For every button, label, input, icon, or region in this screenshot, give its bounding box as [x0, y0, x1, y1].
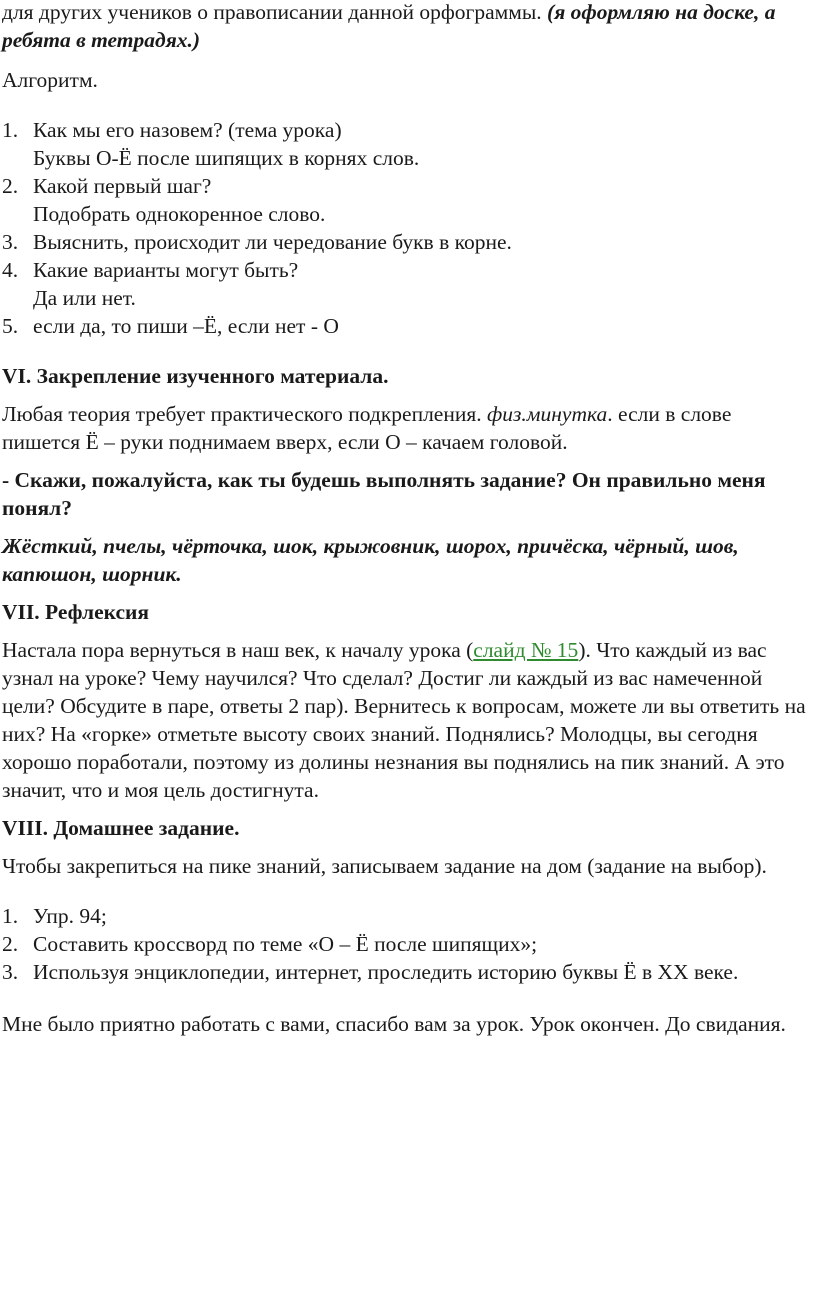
closing-paragraph: Мне было приятно работать с вами, спасибо вам за урок. Урок окончен. До свидания. [2, 1012, 786, 1036]
intro-paragraph [2, 0, 812, 54]
slide-link[interactable]: слайд № 15 [473, 638, 579, 662]
list-item-text: Используя энциклопедии, интернет, проследить историю буквы Ё в XX веке. [33, 960, 739, 984]
list-item-number: 4. [2, 258, 19, 282]
list-item-text: Выяснить, происходит ли чередование букв в корне. [33, 230, 512, 254]
list-item-text: Составить кроссворд по теме «О – Ё после шипящих»; [33, 932, 538, 956]
list-item-text: Какие варианты могут быть? [33, 258, 299, 282]
paragraph-italic: физ.минутка [487, 402, 608, 426]
homework-list [2, 902, 812, 986]
question-paragraph: - Скажи, пожалуйста, как ты будешь выполнять задание? Он правильно меня понял? [2, 468, 766, 520]
list-item [2, 256, 812, 312]
list-item-number: 3. [2, 230, 19, 254]
list-item-text: если да, то пиши –Ё, если нет - О [33, 314, 339, 338]
paragraph-text: . если в слове пишется Ё – руки поднимаем вверх, если О – качаем головой. [2, 402, 732, 454]
intro-text: для других учеников о правописании данной орфограммы. [2, 0, 548, 24]
list-item [2, 116, 812, 172]
list-item-subtext: Подобрать однокоренное слово. [33, 202, 326, 226]
list-item [2, 312, 812, 340]
paragraph-text: ). Что каждый из вас узнал на уроке? Чему научился? Что сделал? Достиг ли каждый из вас намеченной цели? Обсудите в паре, ответы 2 пар). Вернитесь к вопросам, можете ли вы ответить на них? На «горке» отметьте высоту своих знаний. Поднялись? Молодцы, вы сегодня хорошо поработали, поэтому из долины незнания вы поднялись на пик знаний. А это значит, что и моя цель достигнута. [2, 638, 806, 802]
list-item-subtext: Буквы О-Ё после шипящих в корнях слов. [33, 146, 420, 170]
list-item [2, 172, 812, 228]
list-item-text: Как мы его назовем? (тема урока) [33, 118, 342, 142]
list-item [2, 902, 812, 930]
paragraph-text: Любая теория требует практического подкрепления. [2, 402, 487, 426]
document-page [2, 0, 812, 1038]
section7-paragraph [2, 636, 812, 804]
section-heading: VIII. Домашнее задание. [2, 816, 240, 840]
list-item-number: 1. [2, 118, 19, 142]
list-item-text: Упр. 94; [33, 904, 107, 928]
algorithm-title: Алгоритм. [2, 68, 98, 92]
list-item-number: 2. [2, 174, 19, 198]
word-list-paragraph: Жёсткий, пчелы, чёрточка, шок, крыжовник, шорох, причёска, чёрный, шов, капюшон, шорник. [2, 534, 739, 586]
intro-note: (я оформляю на доске, а ребята в тетрадях.) [2, 0, 776, 52]
list-item [2, 958, 812, 986]
list-item-number: 3. [2, 960, 19, 984]
list-item-text: Какой первый шаг? [33, 174, 212, 198]
paragraph-text: Настала пора вернуться в наш век, к началу урока ( [2, 638, 474, 662]
list-item [2, 228, 812, 256]
list-item-number: 2. [2, 932, 19, 956]
algorithm-list [2, 116, 812, 340]
section-heading: VI. Закрепление изученного материала. [2, 364, 389, 388]
list-item-number: 1. [2, 904, 19, 928]
list-item-subtext: Да или нет. [33, 286, 136, 310]
list-item [2, 930, 812, 958]
section6-paragraph [2, 400, 812, 456]
list-item-number: 5. [2, 314, 19, 338]
section-heading: VII. Рефлексия [2, 600, 150, 624]
section8-paragraph: Чтобы закрепиться на пике знаний, записываем задание на дом (задание на выбор). [2, 854, 767, 878]
